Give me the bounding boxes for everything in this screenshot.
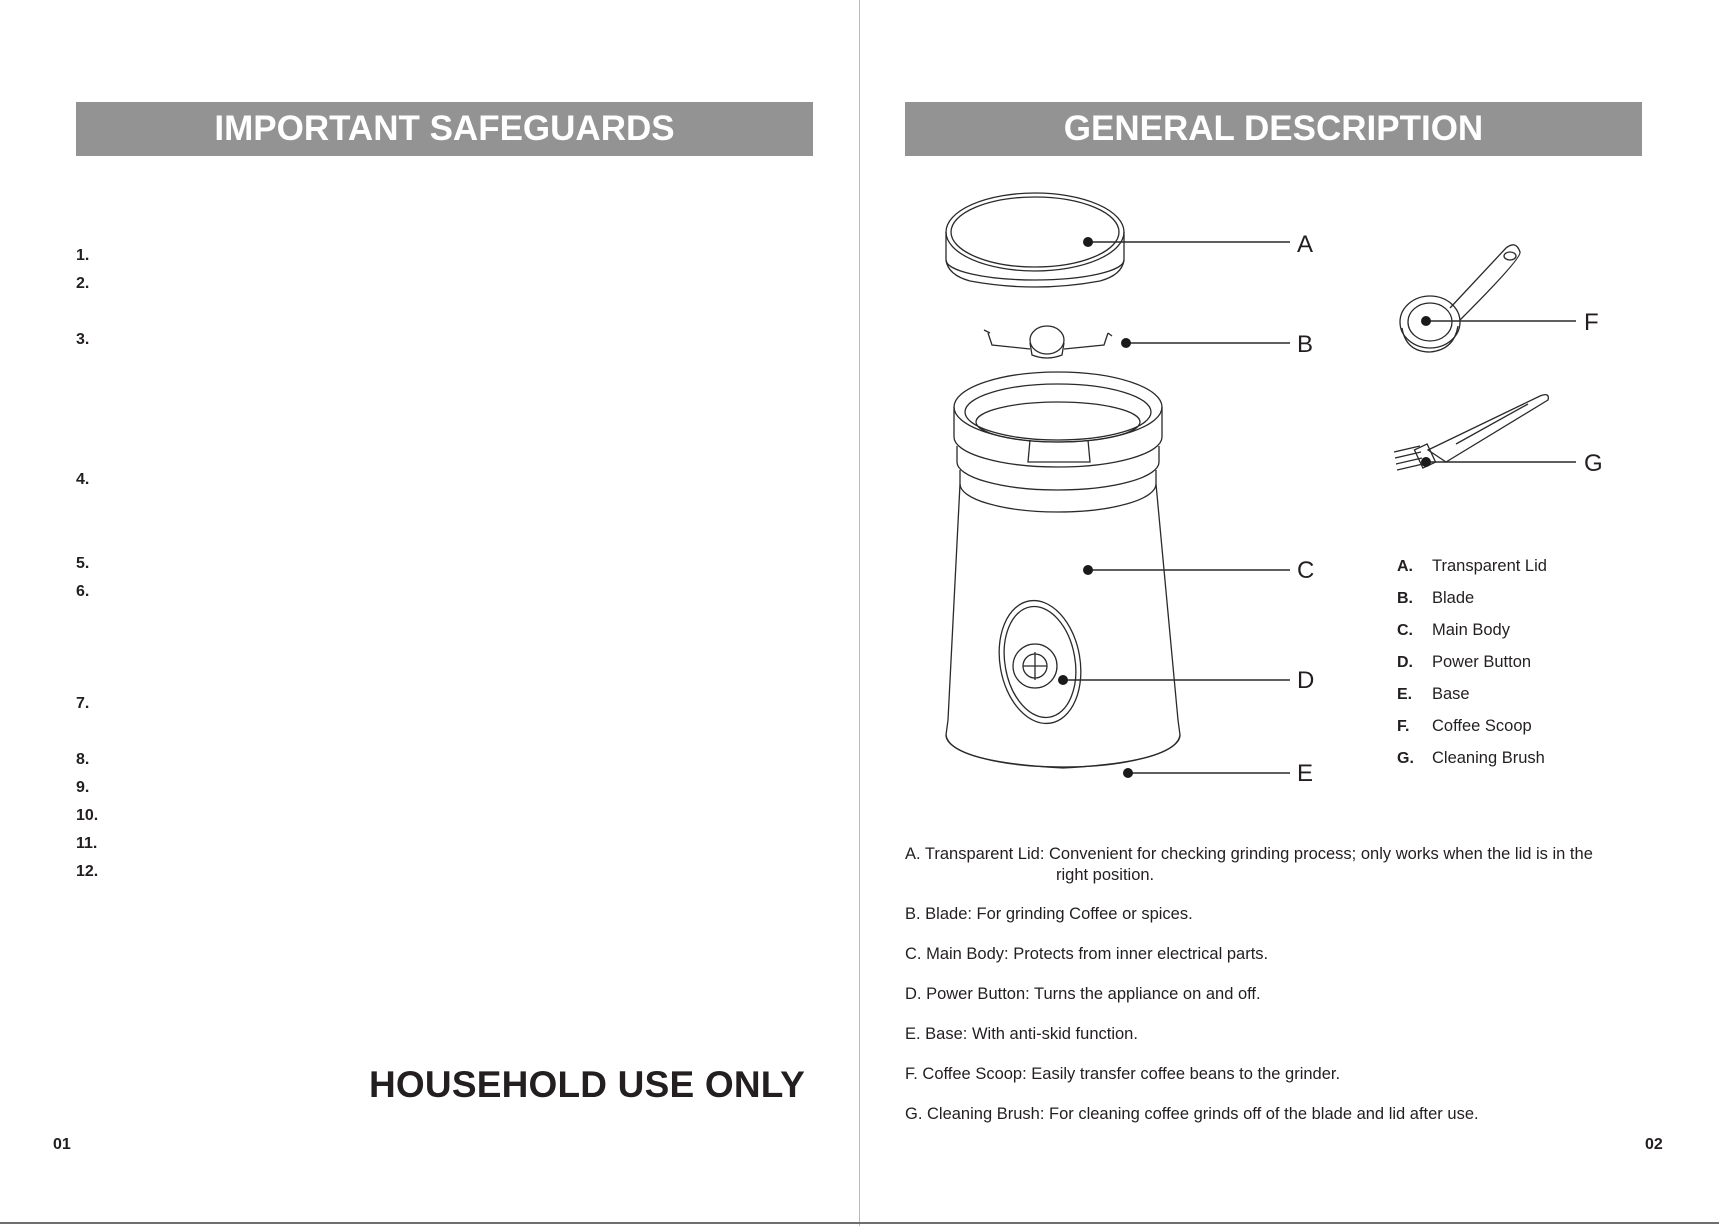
callout-c: C <box>1297 557 1315 584</box>
household-use-notice: HOUSEHOLD USE ONLY <box>369 1064 806 1105</box>
grinder-diagram <box>860 0 1719 800</box>
callout-b: B <box>1297 331 1314 358</box>
callout-lines <box>1063 242 1576 773</box>
safeguards-title: IMPORTANT SAFEGUARDS <box>76 102 813 156</box>
legend-letter: C. <box>1397 622 1413 639</box>
cleaning-brush-illustration <box>1394 395 1548 470</box>
page-number-left: 01 <box>53 1136 71 1153</box>
safeguard-number: 8. <box>76 751 90 768</box>
transparent-lid-illustration <box>946 193 1124 287</box>
description-item <box>905 844 1593 886</box>
safeguard-number: 5. <box>76 555 90 572</box>
legend-letter: A. <box>1397 558 1413 575</box>
description-item: D. Power Button: Turns the appliance on and off. <box>905 985 1261 1003</box>
description-text: A. Transparent Lid: Convenient for checking grinding process; only works when the lid is in the <box>905 845 1593 863</box>
power-button-illustration <box>990 594 1090 730</box>
safeguard-number: 6. <box>76 583 90 600</box>
description-title: GENERAL DESCRIPTION <box>905 102 1642 156</box>
callout-f: F <box>1584 309 1599 336</box>
callout-g: G <box>1584 450 1603 477</box>
safeguard-number: 11. <box>76 835 98 852</box>
legend-letter: D. <box>1397 654 1413 671</box>
legend-label: Cleaning Brush <box>1432 749 1545 767</box>
legend-letter: E. <box>1397 686 1413 703</box>
legend-label: Blade <box>1432 589 1475 607</box>
coffee-scoop-illustration <box>1400 245 1520 352</box>
safeguard-number: 12. <box>76 863 99 880</box>
legend-letter: F. <box>1397 718 1410 735</box>
legend-label: Main Body <box>1432 621 1510 639</box>
safeguard-number: 10. <box>76 807 99 824</box>
safeguard-number: 1. <box>76 247 90 264</box>
right-page <box>860 0 1719 1226</box>
blade-illustration <box>984 326 1112 358</box>
legend-label: Transparent Lid <box>1432 557 1547 575</box>
callout-a: A <box>1297 231 1314 258</box>
description-item: E. Base: With anti-skid function. <box>905 1025 1138 1043</box>
callout-e: E <box>1297 760 1314 787</box>
left-page <box>0 0 859 1226</box>
legend-label: Power Button <box>1432 653 1532 671</box>
legend-letter: G. <box>1397 750 1414 767</box>
legend-letter: B. <box>1397 590 1413 607</box>
safeguard-number: 3. <box>76 331 90 348</box>
safeguard-number: 4. <box>76 471 90 488</box>
description-item: B. Blade: For grinding Coffee or spices. <box>905 905 1193 923</box>
page-number-right: 02 <box>1645 1136 1663 1153</box>
callout-d: D <box>1297 667 1315 694</box>
legend-label: Coffee Scoop <box>1432 717 1532 735</box>
safeguard-number: 7. <box>76 695 90 712</box>
safeguard-number: 9. <box>76 779 90 796</box>
legend-label: Base <box>1432 685 1470 703</box>
description-item: C. Main Body: Protects from inner electrical parts. <box>905 945 1269 963</box>
safeguard-number: 2. <box>76 275 90 292</box>
description-item: F. Coffee Scoop: Easily transfer coffee beans to the grinder. <box>905 1065 1341 1083</box>
description-item: G. Cleaning Brush: For cleaning coffee grinds off of the blade and lid after use. <box>905 1105 1479 1123</box>
description-continuation: right position. <box>1056 866 1155 884</box>
